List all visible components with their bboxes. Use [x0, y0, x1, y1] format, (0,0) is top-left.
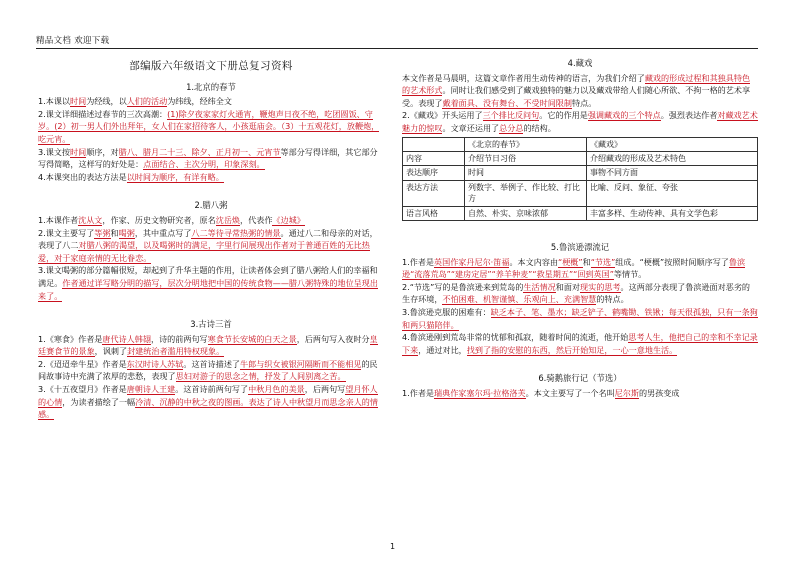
highlight: 皇廷赛食节的景象: [38, 333, 378, 357]
text: 为经线，以: [86, 96, 127, 107]
paragraph: [402, 72, 758, 110]
paragraph: [402, 109, 758, 134]
table-cell: 比喻、反问、象征、夸张: [587, 180, 758, 206]
table-cell: 表达顺序: [403, 166, 465, 180]
text: 的民间故事诗中充满了浓厚的悲愁，表现了: [38, 358, 378, 382]
text: ，诗的前两句写: [150, 333, 208, 344]
table-cell: 事物不同方面: [587, 166, 758, 180]
text: 特点。: [572, 97, 597, 108]
highlight: 封建统治者滥用特权现象。: [127, 346, 225, 357]
text: 。它的作用是: [539, 110, 588, 121]
paragraph: [38, 358, 384, 383]
highlight: 对腊八粥的渴望，以及喝粥时的满足，字里行间展现出作者对于普通百姓的无比热爱，对于家庭亲情的无比眷恋。: [38, 240, 370, 263]
highlight: 冷清、沉静的中秋之夜的图画。表达了诗人中秋望月而思念亲人的情感。: [38, 396, 378, 420]
highlight: 思妇对游子的思念之情，抒发了人间别离之苦。: [175, 371, 346, 382]
text: ，代表作: [240, 214, 273, 225]
table-cell: 丰富多样、生动传神、具有文学色彩: [587, 206, 758, 220]
text: 3.课文喝粥的部分篇幅很短，却起到了升华主题的作用，让读者体会到了腊八粥给人们的幸福和满足。: [38, 265, 378, 288]
text: 2.课文主要写了: [38, 227, 95, 238]
table-cell: 介绍节日习俗: [465, 151, 587, 165]
text: 3.《十五夜望月》作者是: [38, 384, 127, 395]
paragraph: [38, 171, 384, 184]
text: 等情节。: [613, 269, 647, 280]
table-cell: 时间: [465, 166, 587, 180]
text: 和面对: [555, 281, 581, 292]
text: 2.课文详细描述过春节的三次高潮：: [38, 108, 168, 119]
table-header-cell: [403, 137, 465, 151]
table-row: [403, 151, 758, 165]
highlight: 沈岳焕: [215, 214, 241, 225]
section-title-5: 5.鲁滨逊漂流记: [550, 242, 610, 252]
text: 。文章还运用了: [442, 122, 500, 133]
paragraph: [402, 331, 758, 356]
highlight: 总分总: [499, 122, 524, 133]
table-cell: 内容: [403, 151, 465, 165]
text: ，后两句写入夜时分: [296, 333, 370, 344]
text: 。通过八二和母亲的对话，表现了八二: [38, 227, 378, 251]
highlight: 对藏戏艺术魅力的惊叹: [402, 110, 758, 133]
section-title-1: 1.北京的春节: [186, 81, 236, 92]
text: 和: [582, 256, 591, 267]
highlight: 戴着面具、没有舞台、不受时间限制: [442, 97, 572, 108]
text: 和: [110, 227, 119, 238]
paragraph: [402, 256, 758, 281]
section-title-6: 6.骑鹅旅行记（节选）: [538, 373, 622, 384]
table-cell: 介绍藏戏的形成及艺术特色: [587, 151, 758, 165]
table-row: [403, 166, 758, 180]
highlight: 强调藏戏的三个特点: [587, 110, 661, 121]
highlight: 以时间为顺序，有详有略。: [126, 171, 224, 182]
text: 顺序，对: [86, 146, 119, 157]
highlight: 三个排比反问句: [482, 110, 540, 121]
section-title-4: 4.藏戏: [567, 58, 593, 68]
highlight: 鲁滨逊“流落荒岛”“建房定居”“养羊种麦”“救星期五”“回到英国”: [402, 256, 746, 280]
right-column: [402, 54, 758, 400]
text: 。本文内容由: [509, 256, 559, 267]
comparison-table: [402, 137, 758, 221]
highlight: 不怕困难、机智谨慎、乐观向上、充满智慧: [442, 294, 597, 305]
highlight: 人们的活动: [126, 96, 168, 107]
highlight: 时间: [70, 146, 87, 157]
highlight: 尼尔斯: [614, 387, 639, 398]
table-header-row: [403, 137, 758, 151]
text: 的特点。: [596, 294, 629, 305]
text: 4.本课突出的表达方法是: [38, 171, 127, 182]
paragraph: [38, 108, 384, 146]
text: ，作家、历史文物研究者，原名: [102, 214, 216, 225]
paragraph: [38, 264, 384, 302]
text: 为纬线，经纬全文: [167, 96, 232, 107]
text: ，后两句写: [304, 384, 346, 395]
highlight: 时间: [70, 96, 87, 107]
highlight: 唐朝诗人王建: [126, 384, 176, 395]
table-cell: 语言风格: [403, 206, 465, 220]
highlight: 腊八、腊月二十三、除夕、正月初一、元宵节: [118, 146, 281, 157]
text: 本文作者是马晨明，这篇文章作者用生动传神的语言，为我们介绍了: [402, 72, 645, 83]
highlight: 喝粥: [118, 227, 135, 238]
text: 1.《寒食》作者是: [38, 333, 103, 344]
text: 2.《迢迢牵牛星》作者是: [38, 358, 127, 369]
text: 。本文主要写了一个名叫: [525, 387, 615, 398]
highlight: 藏戏的形成过程和其独具特色的艺术形式: [402, 72, 751, 96]
highlight: 生活情况: [523, 281, 556, 292]
text: ，讽刺了: [94, 346, 128, 357]
text: 组成。“梗概”按照时间顺序写了: [615, 256, 729, 267]
highlight: 现实的思考: [580, 281, 621, 292]
text: 的结构。: [523, 122, 556, 133]
highlight: “节选”: [590, 256, 616, 267]
highlight: 点面结合、主次分明，印象深刻。: [143, 159, 265, 170]
highlight: 寒食节长安城的白天之景: [207, 333, 297, 344]
text: 。这两部分表现了鲁滨逊面对恶劣的生存环境，: [402, 281, 751, 305]
table-header-cell: 《北京的春节》: [465, 137, 587, 151]
text: 。这首诗前两句写了: [175, 384, 249, 395]
text: ，其中重点写了: [134, 227, 192, 238]
highlight: (1)除夕夜家家灯火通宵，鞭炮声日夜不绝，吃团圆饭、守岁。(2）初一男人们外出拜年，女人们在家招待客人，小孩逛庙会。（3）十五观花灯，放鞭炮，吃元宵。: [38, 108, 380, 144]
text: 。同时让我们感受到了藏戏独特的魅力以及藏戏带给人们随心所欲、不拘一格的艺术享受。表现了: [402, 85, 751, 108]
text: 1.作者是: [402, 387, 435, 398]
table-row: [403, 206, 758, 220]
paragraph: [38, 227, 384, 265]
text: 2.《藏戏》开头运用了: [402, 110, 483, 121]
text: 1.作者是: [402, 256, 435, 267]
page-number: 1: [390, 542, 396, 551]
highlight: 八二等待寻常热粥的情景: [191, 227, 281, 238]
paragraph: [402, 387, 758, 400]
section-title-2: 2.腊八粥: [194, 200, 228, 211]
table-cell: 自然、朴实、京味浓郁: [465, 206, 587, 220]
paragraph: [402, 306, 758, 331]
text: 。强烈表达作者: [660, 110, 718, 121]
table-header-cell: 《藏戏》: [587, 137, 758, 151]
text: 1.本课以: [38, 96, 71, 107]
highlight: 等粥: [94, 227, 111, 238]
table-cell: 表达方法: [403, 180, 465, 206]
paragraph: [38, 333, 384, 358]
highlight: 东汉时诗人苏轼: [126, 358, 184, 369]
text: ，通过对比，: [418, 344, 467, 355]
header-rule: [36, 48, 758, 49]
left-column: [38, 54, 384, 421]
highlight: 中秋月色的美景: [248, 384, 305, 395]
table-row: [403, 180, 758, 206]
text: ，为读者描绘了一幅: [62, 396, 136, 407]
paragraph: [38, 214, 384, 227]
text: 1.本课作者: [38, 214, 79, 225]
text: 等部分写得详细，其它部分写得简略，这样写的好处是：: [38, 146, 378, 170]
text: 的男孩变成: [638, 387, 680, 398]
highlight: 思考人生，他把自己的幸和不幸记录下来: [402, 332, 758, 355]
paragraph: [38, 383, 384, 421]
highlight: 望月怀人的心情: [38, 384, 378, 407]
text: 3.课文按: [38, 146, 71, 157]
table-cell: 列数字、举例子、作比较、打比方: [465, 180, 587, 206]
highlight: 牛郎与织女被银河隔断而不能相见: [240, 358, 362, 369]
highlight: 找到了指的安慰的东西，然后开始知足，一心一意地生活。: [466, 344, 678, 355]
highlight: “梗概”: [558, 256, 583, 267]
highlight: 英国作家丹尼尔·笛福: [434, 256, 510, 267]
highlight: 缺乏本子、笔、墨水；缺乏铲子、鹤嘴锄、铁锹；每天很孤独，只有一条狗和两只猫陪伴。: [402, 306, 758, 330]
highlight: 《边城》: [272, 214, 305, 225]
paragraph: [38, 146, 384, 171]
doc-title: 部编版六年级语文下册总复习资料: [129, 60, 293, 72]
paragraph: [38, 95, 384, 108]
section-title-3: 3.古诗三首: [190, 319, 232, 330]
paragraph: [402, 281, 758, 306]
highlight: 沈从文: [78, 214, 103, 225]
highlight: 唐代诗人韩翃: [102, 333, 151, 344]
page-header: 精品文档 欢迎下载: [36, 36, 110, 46]
text: 4.鲁滨逊刚到荒岛非常的忧郁和孤寂，随着时间的流逝，他开始: [402, 332, 629, 343]
text: 。这首诗描述了: [183, 358, 241, 369]
highlight: 作者通过详写略分明的描写，层次分明地把中国的传统食物——腊八粥特殊的地位呈现出来了。: [38, 277, 378, 301]
text: 2.“节选”写的是鲁滨逊来到荒岛的: [402, 281, 524, 292]
highlight: 瑞典作家塞尔玛·拉格洛芙: [434, 387, 526, 398]
text: 3.鲁滨逊克服的困难有：: [402, 306, 491, 317]
